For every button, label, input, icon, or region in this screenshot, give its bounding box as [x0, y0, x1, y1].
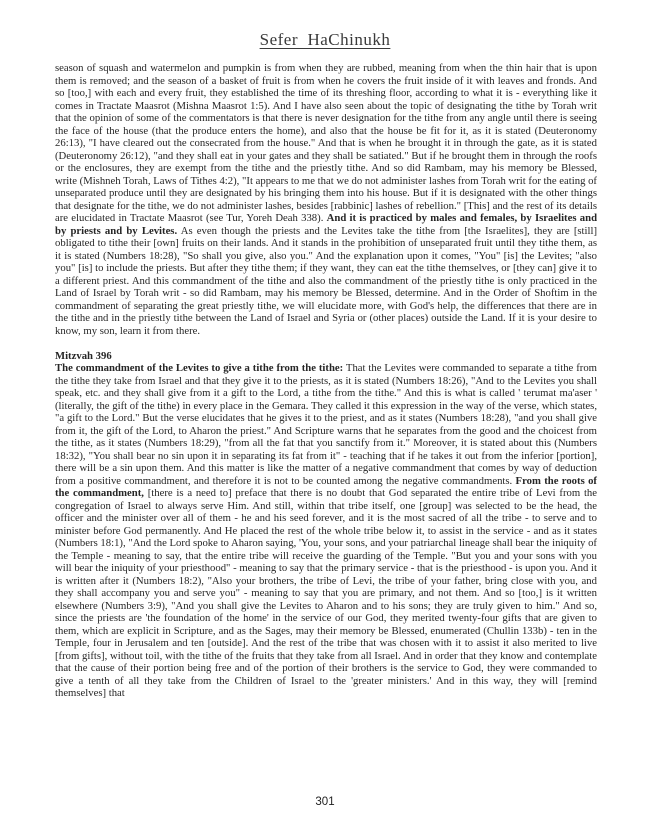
- page-number: 301: [315, 796, 335, 808]
- document-body: [55, 62, 597, 700]
- page-title: Sefer HaChinukh: [259, 30, 391, 49]
- continuation-paragraph: season of squash and watermelon and pumpkin is from when they are rubbed, meaning from when the thin hair that is upon them is removed; and the season of a basket of fruit is from when he covers the fruit inside of it with leaves and fronds. And so [too,] with each and every fruit, they established the time of its threshing floor, according to what it is - everything like it comes in Tractate Maasrot (Mishna Maasrot 1:5). And I have also seen about the topic of designating the tithe by Torah writ that the opinion of some of the commentators is that there is never designation for the tithe from any angle until there is seeing the face of the house (that the produce enters the home), and also that the house be fit for it, as it is stated (Deuteronomy 26:13), "I have cleared out the consecrated from the house." And that is when he brought it in through the gate, as it is stated (Deuteronomy 26:12), "and they shall eat in your gates and they shall be satiated." But if he brought them in through the roofs or the enclosures, they are exempt from the tithe and the priestly tithe. And so did Rambam, may his memory be Blessed, write (Mishneh Torah, Laws of Tithes 4:2), "It appears to me that we do not administer lashes from Torah writ for the eating of unseparated produce until they are designated by his bringing them into his house. But if it is designated with the other things that designate for the tithe, we do not administer lashes, besides [rabbinic] lashes of rebellion." [This] and the rest of its details are elucidated in Tractate Maasrot (see Tur, Yoreh Deah 338). And it is practiced by males and females, by Israelites and by priests and by Levites. As even though the priests and the Levites take the tithe from [the Israelites], they are [still] obligated to tithe their [own] fruits on their lands. And it stands in the prohibition of unseparated fruit until they tithe them, as it is stated (Numbers 18:28), "So shall you give, also you." And the explanation upon it comes, "You" [is] the Levites; "also you" [is] to include the priests. But after they tithe them; if they want, they can eat the tithe themselves, or [they can] give it to a different priest. And this commandment of the tithe and also the commandment of the priestly tithe is only practiced in the Land of Israel by Torah writ - so did Rambam, may his memory be Blessed, determine. And in the Order of Shoftim in the commandment of separating the great priestly tithe, we will elucidate more, with God's help, the differences that there are in the tithe and in the priestly tithe between the Land of Israel and Syria or (other places) outside the Land. If it is your desire to know, my son, learn it from there.: [55, 62, 598, 337]
- mitzvah-paragraph: The commandment of the Levites to give a tithe from the tithe: That the Levites were commanded to separate a tithe from the tithe they take from Israel and that they give it to the priests, as it is stated (Numbers 18:26), "And to the Levites you shall speak, etc. and they shall give from it a gift to the Lord, a tithe from the tithe." And this is what is called ' terumat ma'aser ' (literally, the gift of the tithe) in every place in the Gemara. They called it this expression in the way of the verse, which states, "a gift to the Lord." But the verse elucidates that he gives it to the priest, and as it states (Numbers 18:28), "and you shall give from it, the gift of the Lord, to Aharon the priest." And Scripture warns that he separates from the good and the choicest from the tithe, as it states (Numbers 18:29), "from all the fat that you sanctify from it." Moreover, it is stated about this (Numbers 18:32), "You shall bear no sin upon it in separating its fat from it" - teaching that if he takes it out from the inferior [portion], there will be a sin upon them. And this matter is like the matter of a negative commandment that comes by way of deduction from a positive commandment, and therefore it is not to be counted among the negative commandments. From the roots of the commandment, [there is a need to] preface that there is no doubt that God separated the entire tribe of Levi from the congregation of Israel to always serve Him. And still, within that tribe itself, one [group] was selected to be the head, the officer and the minister over all of them - he and his seed forever, and it is the most sacred of all the tribe - to serve and to minister before God permanently. And He placed the rest of the whole tribe below it, to assist in the service - and as it states (Numbers 18:1), "And the Lord spoke to Aharon saying, 'You, your sons, and your patriarchal lineage shall bear the iniquity of the Temple - meaning to say, that the entire tribe will receive the guarding of the Temple. "But you and your sons with you will bear the iniquity of your priesthood" - meaning to say that the primary service - that is the priesthood - is upon you. And it is written after it (Numbers 18:2), "Also your brothers, the tribe of Levi, the tribe of your father, bring close with you, and they shall accompany you and serve you" - meaning to say that you are primary, and not them. And so [too,] is it written elsewhere (Numbers 3:9), "And you shall give the Levites to Aharon and to his sons; they are truly given to him." And so, since the priests are 'the foundation of the home' in the service of our God, they merited twenty-four gifts that are given to them, which are explicit in Scripture, and as the Sages, may their memory be Blessed, enumerated (Chullin 133b) - ten in the Temple, four in Jerusalem and ten [outside]. And the rest of the tribe that was chosen with it to assist it also merited to live [from gifts], without toil, with the tithe of the fruits that they take from all Israel. And in order that they know and contemplate that the cause of their portion being free and of the portion of their brothers is the service to God, they were commanded to give a tenth of all they take from the Children of Israel to the 'greater ministers.' And in this way, they will [remind themselves] that: [55, 362, 597, 699]
- mitzvah-heading: Mitzvah 396: [55, 349, 112, 362]
